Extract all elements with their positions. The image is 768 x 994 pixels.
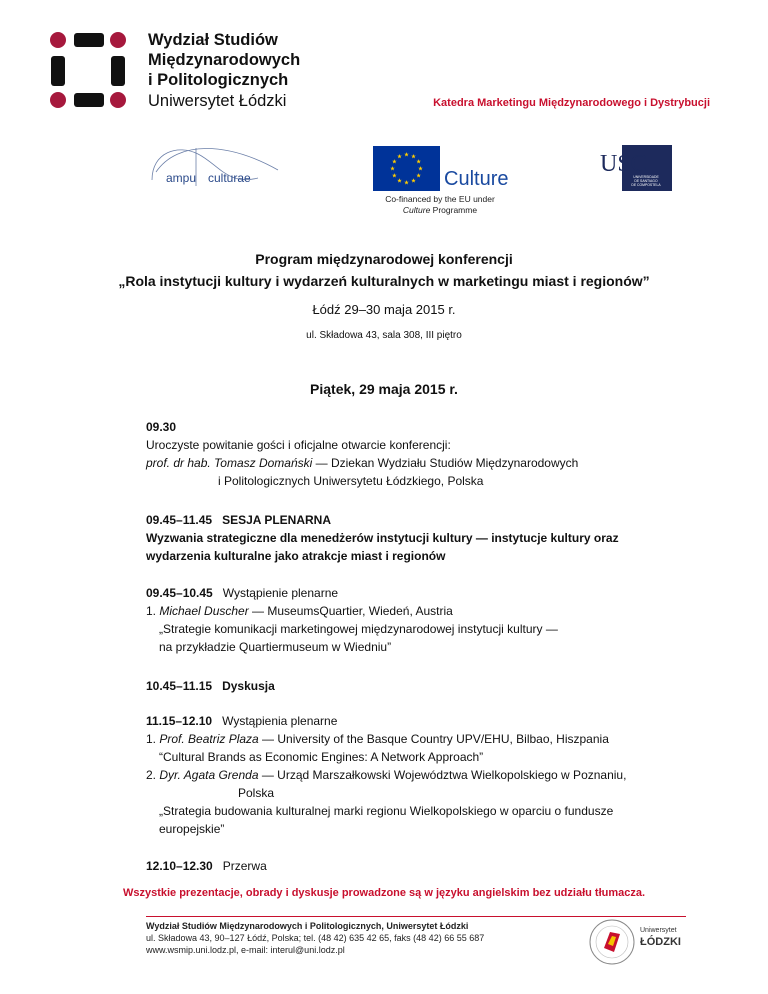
eu-flag-icon [373,146,440,191]
footer-line: www.wsmip.uni.lodz.pl, e-mail: interul@uni.lodz.pl [146,945,345,955]
talk1-speaker: Michael Duscher [159,604,249,618]
opening-block [146,418,716,490]
talk3-num: 2. [146,768,160,782]
university-name: Uniwersytet Łódzki [148,92,287,110]
plenary-heading [146,511,716,529]
conference-date: Łódź 29–30 maja 2015 r. [312,302,456,317]
break-time: 12.10–12.30 [146,859,213,873]
title-line: „Rola instytucji kultury i wydarzeń kulturalnych w marketingu miast i regionów” [118,273,650,289]
day-heading: Piątek, 29 maja 2015 r. [310,381,458,397]
discussion-line [146,677,716,695]
ampu-culturae-logo [148,142,283,194]
culturae-text: culturae [208,171,251,185]
talk1-title: „Strategie komunikacji marketingowej międzynarodowej instytucji kultury — [159,622,558,636]
footer-line: ul. Składowa 43, 90–127 Łódź, Polska; tel. (48 42) 635 42 65, faks (48 42) 66 55 687 [146,933,485,943]
plenary-topic: Wyzwania strategiczne dla menedżerów instytucji kultury — instytucje kultury oraz [146,531,619,545]
talk3-speaker: Dyr. Agata Grenda [159,768,259,782]
disc-label: Dyskusja [222,679,275,693]
title-line: Program międzynarodowej konferencji [255,251,513,267]
opening-role: — Dziekan Wydziału Studiów Międzynarodowych [312,456,579,470]
talks2-label: Wystąpienia plenarne [222,714,338,728]
university-seal-icon [588,918,636,966]
talk2-speaker-line [146,730,716,748]
usc-logo [598,145,672,191]
footer-uni-big: ŁÓDZKI [640,936,681,948]
talk3-aff-cont: Polska [238,786,275,800]
break-line [146,857,716,875]
culture-italic: Culture [402,205,431,215]
programme-title [0,248,768,292]
faculty-name-line: Międzynarodowych [148,51,301,69]
plenary-label: SESJA PLENARNA [222,513,332,527]
opening-text: Uroczyste powitanie gości i oficjalne otwarcie konferencji: [146,438,451,452]
talk3-speaker-line [146,766,716,784]
faculty-name-line: Wydział Studiów [148,31,278,49]
talk1-title: na przykładzie Quartiermuseum w Wiedniu” [159,640,392,654]
cofinanced-note [350,194,530,216]
usc-sub: UNIVERSIDADE [633,175,659,179]
plenary-topic: wydarzenia kulturalne jako atrakcje miast i regionów [146,549,446,563]
talk1-block [146,584,716,656]
usc-sub: DE SANTIAGO [634,179,658,183]
department-name: Katedra Marketingu Międzynarodowego i Dystrybucji [433,97,710,109]
plenary-block [146,511,716,565]
talk3-title: „Strategia budowania kulturalnej marki regionu Wielkopolskiego w oparciu o fundusze [159,804,614,818]
talk1-speaker-line [146,602,716,620]
plenary-time: 09.45–11.45 [146,513,213,527]
cofinanced-line [350,205,530,216]
talks2-block [146,712,716,838]
footer-line: Wydział Studiów Międzynarodowych i Politologicznych, Uniwersytet Łódzki [146,921,469,931]
talk1-heading [146,584,716,602]
talk3-title: europejskie” [159,822,225,836]
talk1-label: Wystąpienie plenarne [222,586,339,600]
disc-time: 10.45–11.15 [146,679,213,693]
opening-person-line [146,454,716,472]
faculty-name-line: i Politologicznych [148,71,289,89]
talk3-aff: — Urząd Marszałkowski Województwa Wielkopolskiego w Poznaniu, [258,768,627,782]
usc-sub: DE COMPOSTELA [631,183,661,187]
talks2-time: 11.15–12.10 [146,714,213,728]
talk2-num: 1. [146,732,160,746]
talk1-aff: — MuseumsQuartier, Wiedeń, Austria [248,604,453,618]
ampu-text: ampu [166,171,197,185]
opening-person: prof. dr hab. Tomasz Domański [146,456,313,470]
footer-uni-small: Uniwersytet [640,927,677,934]
eu-culture-label: Culture [444,168,509,190]
talk1-time: 09.45–10.45 [146,586,213,600]
faculty-logo-icon [48,30,128,110]
usc-mark: USC [600,151,647,177]
talk2-aff: — University of the Basque Country UPV/EHU, Bilbao, Hiszpania [258,732,609,746]
talk1-num: 1. [146,604,160,618]
break-label: Przerwa [222,859,267,873]
talk2-title: “Cultural Brands as Economic Engines: A Network Approach” [159,750,484,764]
talk2-speaker: Prof. Beatriz Plaza [159,732,259,746]
conference-venue: ul. Składowa 43, sala 308, III piętro [306,330,462,341]
cofinanced-line: Co-financed by the EU under [385,194,495,204]
talks2-heading [146,712,716,730]
footer-divider [146,916,686,917]
programme-text: Programme [430,205,478,215]
language-note: Wszystkie prezentacje, obrady i dyskusje prowadzone są w języku angielskim bez udziału tłumacza. [122,887,646,899]
footer-address [146,920,484,956]
faculty-name [148,30,300,90]
opening-role-cont: i Politologicznych Uniwersytetu Łódzkiego, Polska [218,474,484,488]
opening-time: 09.30 [146,420,177,434]
